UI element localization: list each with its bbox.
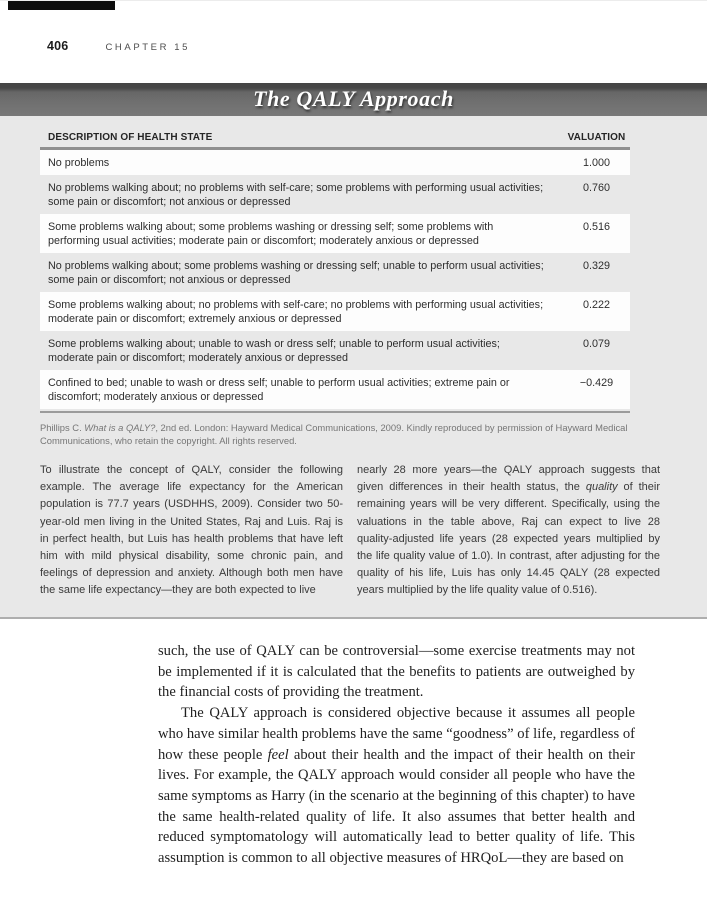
table-row <box>40 292 630 331</box>
column-header-valuation: VALUATION <box>567 132 626 143</box>
row-valuation: 0.760 <box>582 181 611 194</box>
row-valuation: −0.429 <box>579 376 614 389</box>
table-row <box>40 370 630 409</box>
table-row <box>40 214 630 253</box>
row-description: Confined to bed; unable to wash or dress self; unable to perform usual activities; extreme pain or discomfort; moderately anxious or depressed <box>48 376 510 403</box>
row-valuation: 0.079 <box>582 337 611 350</box>
panel-right-column: nearly 28 more years—the QALY approach suggests that given differences in their health status, the quality of their remaining years will be very different. Specifically, using the valuations in the table above, Raj can expect to live 28 quality-adjusted life years (28 expected years multiplied by the life quality value of 1.0). In contrast, after adjusting for the quality of his life, Luis has only 14.45 QALY (28 expected years multiplied by the life quality value of 0.516). <box>357 464 660 597</box>
panel-left-column: To illustrate the concept of QALY, consider the following example. The average life expectancy for the American population is 77.7 years (USDHHS, 2009). Consider two 50-year-old men living in the United States, Raj and Luis. Raj is in perfect health, but Luis has health problems that have left him with mild physical disability, some chronic pain, and feelings of depression and anxiety. Although both men have the same life expectancy—they are both expected to live <box>40 464 343 597</box>
table-row <box>40 150 630 175</box>
row-description: No problems walking about; no problems with self-care; some problems with performing usual activities; some pain or discomfort; not anxious or depressed <box>48 181 544 208</box>
banner-title: The QALY Approach <box>253 85 454 111</box>
body-paragraph-2: The QALY approach is considered objective because it assumes all people who have similar health problems have the same “goodness” of life, regardless of how these people feel about their health and the impact of their health on their lives. For example, the QALY approach would consider all people who have the same symptoms as Harry (in the scenario at the beginning of this chapter) to have the same health-related quality of life. It also assumes that better health and reduced symptomatology will automatically lead to better quality of life. This assumption is common to all objective measures of HRQoL—they are based on <box>158 705 636 867</box>
section-banner <box>0 83 707 116</box>
page-number: 406 <box>47 39 69 53</box>
table-bottom-rule <box>40 411 630 413</box>
table-row <box>40 253 630 292</box>
qaly-panel <box>0 116 707 619</box>
row-valuation: 0.516 <box>582 220 611 233</box>
table-header-row <box>40 132 630 150</box>
row-description: Some problems walking about; some problems washing or dressing self; some problems with performing usual activities; moderate pain or discomfort; moderately anxious or depressed <box>48 220 494 247</box>
row-description: Some problems walking about; unable to wash or dress self; unable to perform usual activities; moderate pain or discomfort; moderately anxious or depressed <box>48 337 500 364</box>
row-description: Some problems walking about; no problems with self-care; no problems with performing usual activities; moderate pain or discomfort; extremely anxious or depressed <box>48 298 544 325</box>
body-paragraph-1: such, the use of QALY can be controversial—some exercise treatments may not be implemented if it is calculated that the benefits to patients are outweighed by the financial costs of providing the treatment. <box>158 643 635 701</box>
panel-body-text <box>40 462 660 600</box>
table-row <box>40 331 630 370</box>
main-body-text <box>158 641 635 869</box>
row-valuation: 1.000 <box>582 156 611 169</box>
row-description: No problems <box>48 156 110 169</box>
row-valuation: 0.222 <box>582 298 611 311</box>
chapter-label: CHAPTER 15 <box>105 42 191 53</box>
table-citation: Phillips C. What is a QALY?, 2nd ed. London: Hayward Medical Communications, 2009. Kindly reproduced by permission of Hayward Medical Communications, who retain the copyright. All rights reserved. <box>40 422 628 446</box>
row-description: No problems walking about; some problems washing or dressing self; unable to perform usual activities; some pain or discomfort; not anxious or depressed <box>48 259 544 286</box>
top-black-bar <box>8 1 115 10</box>
row-valuation: 0.329 <box>582 259 611 272</box>
column-header-description: DESCRIPTION OF HEALTH STATE <box>48 132 213 143</box>
health-state-table <box>40 150 630 409</box>
page-header <box>47 39 190 53</box>
table-row <box>40 175 630 214</box>
